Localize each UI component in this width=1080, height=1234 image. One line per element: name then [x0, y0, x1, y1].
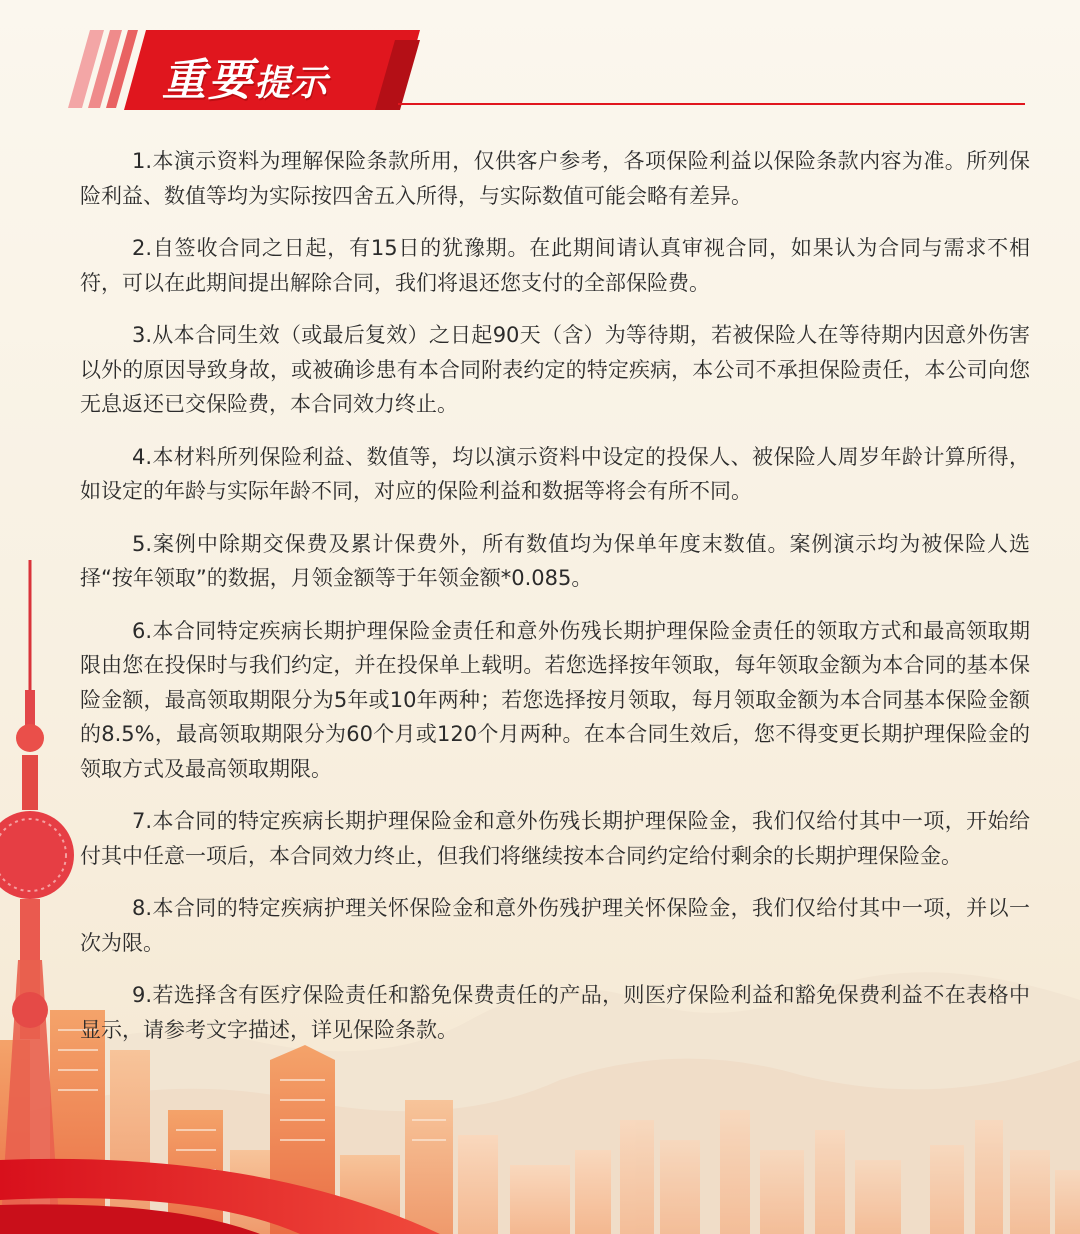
- title-part-2: 提示: [254, 63, 329, 104]
- notice-item-7: 7.本合同的特定疾病长期护理保险金和意外伤残长期护理保险金，我们仅给付其中一项，开始给付其中任意一项后，本合同效力终止，但我们将继续按本合同约定给付剩余的长期护理保险金。: [80, 809, 1030, 868]
- notice-item-4: 4.本材料所列保险利益、数值等，均以演示资料中设定的投保人、被保险人周岁年龄计算所得，如设定的年龄与实际年龄不同，对应的保险利益和数据等将会有所不同。: [80, 444, 1030, 503]
- notice-item-8: 8.本合同的特定疾病护理关怀保险金和意外伤残护理关怀保险金，我们仅给付其中一项，并以一次为限。: [80, 896, 1030, 955]
- notice-item-9: 9.若选择含有医疗保险责任和豁免保费责任的产品，则医疗保险利益和豁免保费利益不在表格中显示，请参考文字描述，详见保险条款。: [80, 983, 1030, 1042]
- notice-item-6: 6.本合同特定疾病长期护理保险金责任和意外伤残长期护理保险金责任的领取方式和最高领取期限由您在投保时与我们约定，并在投保单上载明。若您选择按年领取，每年领取金额为本合同的基本保险金额，最高领取期限分为5年或10年两种；若您选择按月领取，每月领取金额为本合同基本保险金额的8.5%，最高领取期限分为60个月或120个月两种。在本合同生效后，您不得变更长期护理保险金的领取方式及最高领取期限。: [80, 618, 1030, 781]
- notice-item-5: 5.案例中除期交保费及累计保费外，所有数值均为保单年度末数值。案例演示均为被保险人选择“按年领取”的数据，月领金额等于年领金额*0.085。: [80, 531, 1030, 590]
- notice-item-2: 2.自签收合同之日起，有15日的犹豫期。在此期间请认真审视合同，如果认为合同与需求不相符，可以在此期间提出解除合同，我们将退还您支付的全部保险费。: [80, 236, 1030, 295]
- title-part-1: 重要: [162, 55, 254, 106]
- notice-list: [80, 144, 1030, 1065]
- notice-item-1: 1.本演示资料为理解保险条款所用，仅供客户参考，各项保险利益以保险条款内容为准。所列保险利益、数值等均为实际按四舍五入所得，与实际数值可能会略有差异。: [80, 149, 1030, 208]
- notice-item-3: 3.从本合同生效（或最后复效）之日起90天（含）为等待期，若被保险人在等待期内因意外伤害以外的原因导致身故，或被确诊患有本合同附表约定的特定疾病，本公司不承担保险责任，本公司向您无息返还已交保险费，本合同效力终止。: [80, 323, 1030, 416]
